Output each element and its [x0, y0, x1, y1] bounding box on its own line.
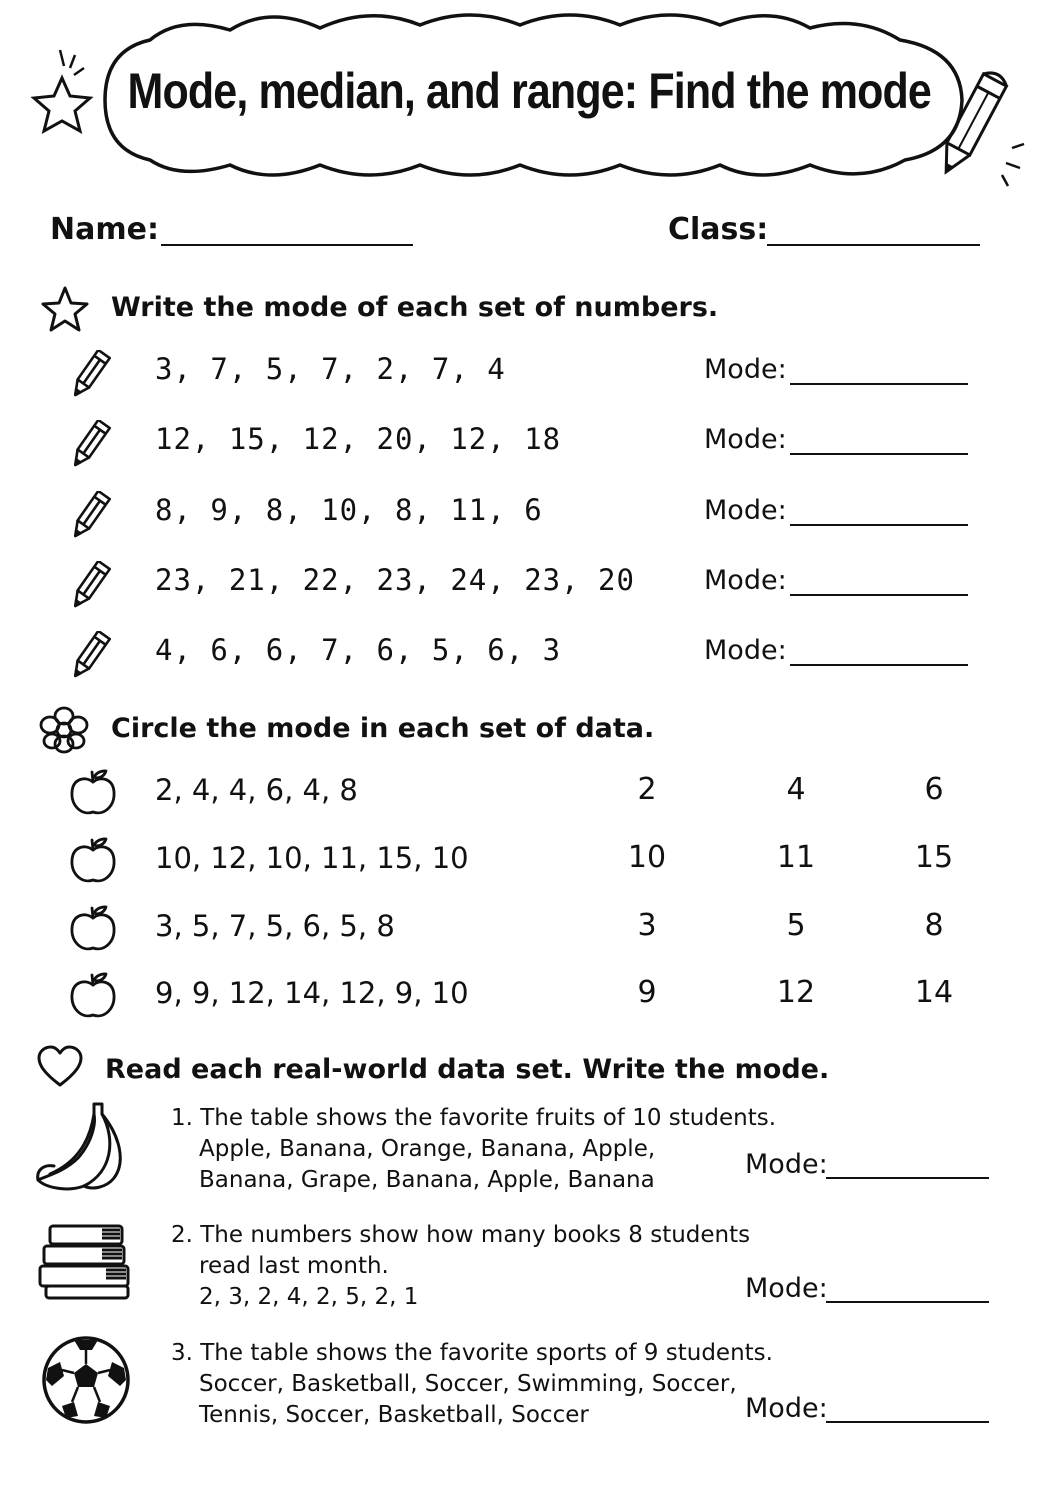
answer-choice[interactable]: 11: [776, 840, 816, 875]
problem-data-line: read last month.: [199, 1253, 389, 1279]
answer-choice[interactable]: 9: [637, 975, 657, 1010]
section1-title: Write the mode of each set of numbers.: [111, 292, 719, 323]
answer-choice[interactable]: 6: [924, 772, 944, 807]
name-blank[interactable]: [161, 244, 413, 246]
pencil-icon: [74, 420, 118, 477]
pencil-icon: [74, 350, 118, 407]
name-label: Name:: [50, 212, 159, 247]
problem-data-line: 2, 3, 2, 4, 2, 5, 2, 1: [199, 1284, 419, 1310]
pencil-icon: [74, 491, 118, 548]
apple-icon: [68, 768, 118, 823]
word-problem: [171, 1338, 773, 1431]
problem-question: 1. The table shows the favorite fruits of 10 students.: [171, 1105, 777, 1131]
answer-choice[interactable]: 12: [776, 975, 816, 1010]
data-set: 2, 4, 4, 6, 4, 8: [155, 773, 358, 807]
section2-title: Circle the mode in each set of data.: [111, 713, 655, 744]
mode-label: Mode:: [704, 495, 787, 526]
answer-choice[interactable]: 14: [914, 975, 954, 1010]
mode-answer-blank[interactable]: [790, 594, 968, 596]
problem-data-line: Soccer, Basketball, Soccer, Swimming, Soccer,: [199, 1371, 737, 1397]
pencil-icon: [74, 561, 118, 618]
number-set: 12, 15, 12, 20, 12, 18: [155, 422, 562, 456]
number-set: 23, 21, 22, 23, 24, 23, 20: [155, 563, 635, 597]
answer-choice[interactable]: 10: [627, 840, 667, 875]
pencil-icon: [74, 631, 118, 688]
word-problem: [171, 1220, 750, 1313]
mode-answer-blank[interactable]: [826, 1177, 989, 1179]
apple-icon: [68, 836, 118, 891]
heart-icon: [36, 1045, 84, 1089]
data-set: 3, 5, 7, 5, 6, 5, 8: [155, 909, 395, 943]
mode-answer-blank[interactable]: [790, 383, 968, 385]
mode-answer-blank[interactable]: [826, 1421, 989, 1423]
apple-icon: [68, 971, 118, 1026]
mode-label: Mode:: [704, 354, 787, 385]
books-icon: [36, 1222, 136, 1300]
answer-choice[interactable]: 2: [637, 772, 657, 807]
page-title: Mode, median, and range: Find the mode: [127, 63, 931, 119]
class-blank[interactable]: [767, 244, 980, 246]
mode-answer-blank[interactable]: [790, 453, 968, 455]
section3-title: Read each real-world data set. Write the mode.: [105, 1054, 830, 1085]
mode-label: Mode:: [704, 424, 787, 455]
answer-choice[interactable]: 4: [786, 772, 806, 807]
problem-data-line: Tennis, Soccer, Basketball, Soccer: [199, 1402, 589, 1428]
answer-choice[interactable]: 3: [637, 908, 657, 943]
banana-icon: [34, 1100, 128, 1192]
number-set: 8, 9, 8, 10, 8, 11, 6: [155, 493, 543, 527]
flower-icon: [38, 705, 90, 755]
mode-label: Mode:: [704, 635, 787, 666]
mode-label: Mode:: [745, 1393, 828, 1424]
mode-label: Mode:: [745, 1273, 828, 1304]
problem-question: 2. The numbers show how many books 8 students: [171, 1222, 751, 1248]
problem-data-line: Apple, Banana, Orange, Banana, Apple,: [199, 1136, 656, 1162]
word-problem: [171, 1103, 776, 1196]
answer-choice[interactable]: 15: [914, 840, 954, 875]
class-label: Class:: [668, 212, 769, 247]
apple-icon: [68, 904, 118, 959]
soccer-ball-icon: [40, 1334, 132, 1426]
number-set: 4, 6, 6, 7, 6, 5, 6, 3: [155, 633, 562, 667]
number-set: 3, 7, 5, 7, 2, 7, 4: [155, 352, 506, 386]
mode-label: Mode:: [704, 565, 787, 596]
mode-answer-blank[interactable]: [790, 664, 968, 666]
mode-answer-blank[interactable]: [826, 1301, 989, 1303]
data-set: 9, 9, 12, 14, 12, 9, 10: [155, 976, 469, 1010]
answer-choice[interactable]: 5: [786, 908, 806, 943]
mode-label: Mode:: [745, 1149, 828, 1180]
star-icon: [40, 285, 90, 335]
problem-data-line: Banana, Grape, Banana, Apple, Banana: [199, 1167, 655, 1193]
data-set: 10, 12, 10, 11, 15, 10: [155, 841, 469, 875]
problem-question: 3. The table shows the favorite sports of 9 students.: [171, 1340, 773, 1366]
mode-answer-blank[interactable]: [790, 524, 968, 526]
answer-choice[interactable]: 8: [924, 908, 944, 943]
